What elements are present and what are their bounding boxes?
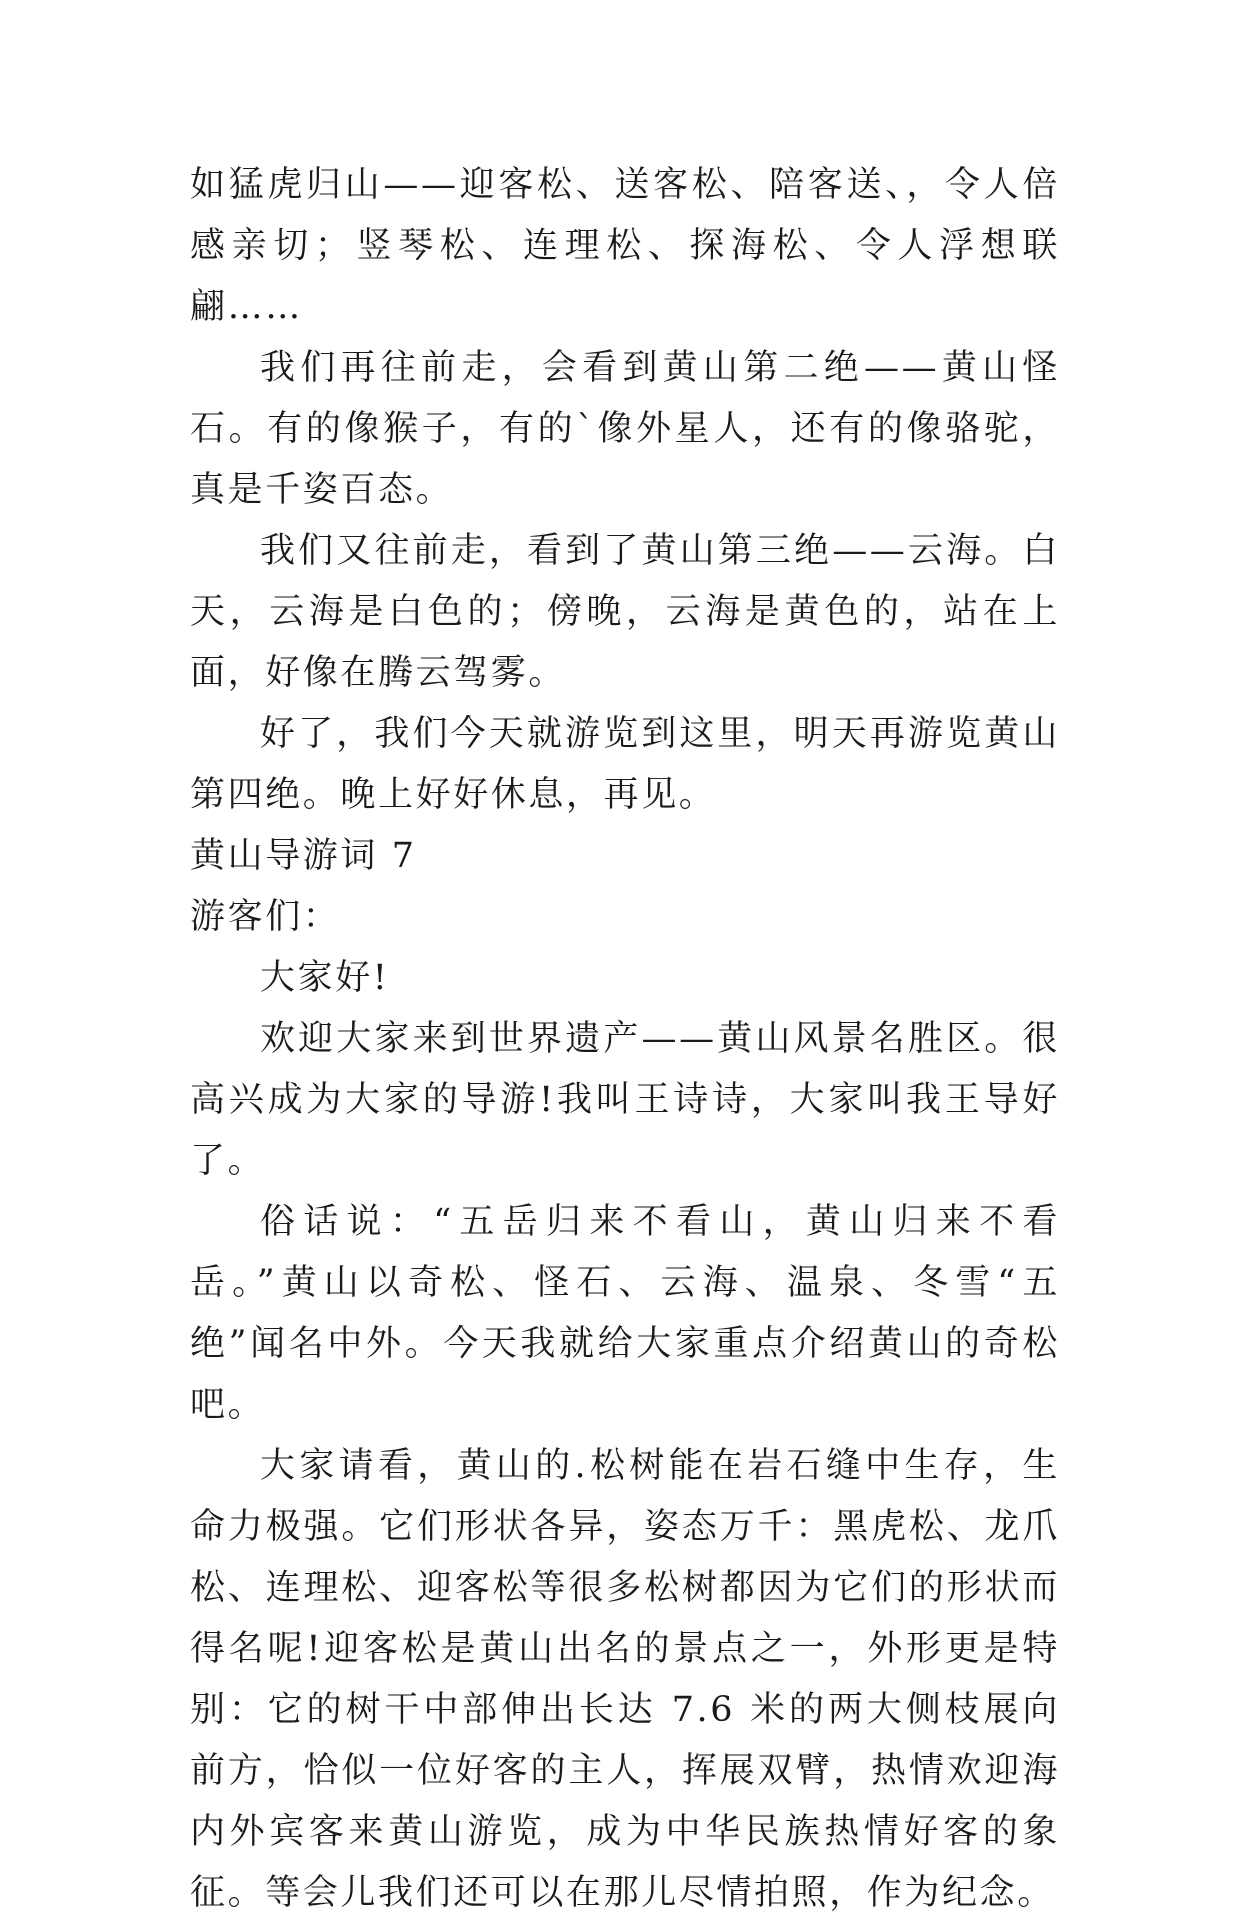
greeting: 游客们： [190, 897, 341, 937]
paragraph-welcoming-pine: 大家请看，黄山的.松树能在岩石缝中生存，生命力极强。它们形状各异，姿态万千：黑虎松、龙爪松、连理松、迎客松等很多松树都因为它们的形状而得名呢!迎客松是黄山出名的景点之一，外形更是特别：它的树干中部伸出长达 7.6 米的两大侧枝展向前方，恰似一位好客的主人，挥展双臂，热情欢迎海内外宾客来黄山游览，成为中华民族热情好客的象征。等会儿我们还可以在那儿尽情拍照，作为纪念。 [190, 1446, 1060, 1913]
document-page [190, 155, 1060, 1924]
paragraph-strange-rocks: 我们再往前走，会看到黄山第二绝——黄山怪石。有的像猴子，有的`像外星人，还有的像骆驼，真是千姿百态。 [190, 348, 1060, 510]
section-title: 黄山导游词 7 [190, 836, 417, 876]
paragraph-hello: 大家好! [260, 958, 390, 998]
paragraph-welcome: 欢迎大家来到世界遗产——黄山风景名胜区。很高兴成为大家的导游!我叫王诗诗，大家叫我王导好了。 [190, 1019, 1060, 1181]
paragraph-pine-names: 如猛虎归山——迎客松、送客松、陪客送、，令人倍感亲切；竖琴松、连理松、探海松、令人浮想联翩…… [190, 165, 1060, 327]
paragraph-farewell: 好了，我们今天就游览到这里，明天再游览黄山第四绝。晚上好好休息，再见。 [190, 714, 1060, 815]
paragraph-sea-of-clouds: 我们又往前走，看到了黄山第三绝——云海。白天，云海是白色的；傍晚，云海是黄色的，站在上面，好像在腾云驾雾。 [190, 531, 1060, 693]
paragraph-five-wonders: 俗话说：“五岳归来不看山，黄山归来不看岳。”黄山以奇松、怪石、云海、温泉、冬雪“五绝”闻名中外。今天我就给大家重点介绍黄山的奇松吧。 [190, 1202, 1060, 1425]
